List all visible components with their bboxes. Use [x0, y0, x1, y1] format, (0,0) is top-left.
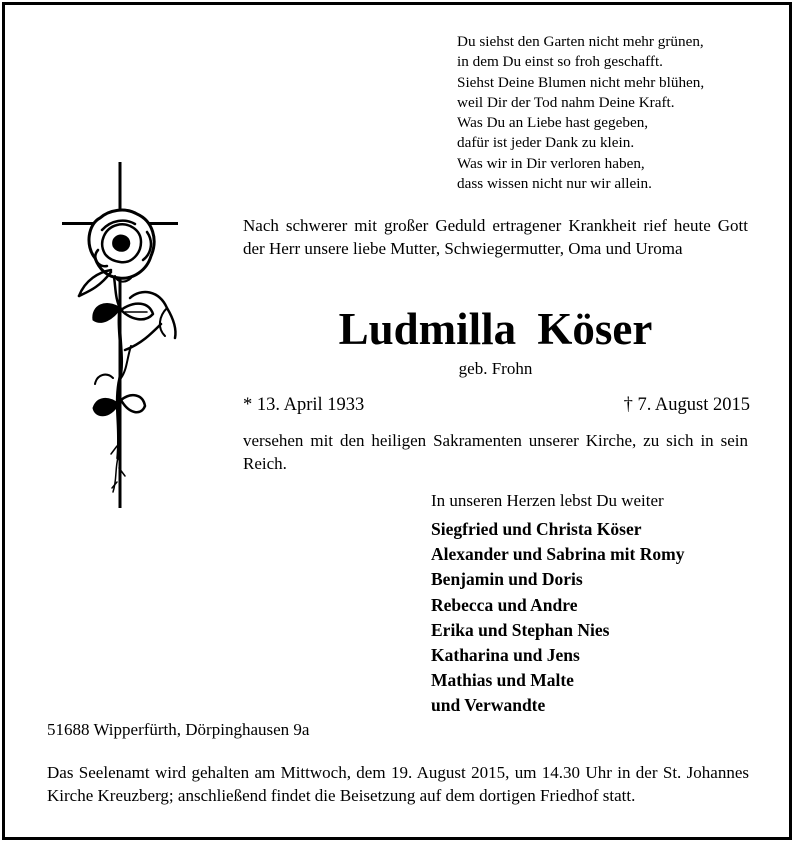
- mourner-name: Benjamin und Doris: [431, 569, 583, 590]
- poem-line: Siehst Deine Blumen nicht mehr blühen,: [457, 73, 705, 91]
- birth-date: * 13. April 1933: [243, 395, 365, 415]
- mourner-name: Katharina und Jens: [431, 645, 580, 666]
- poem-line: Was wir in Dir verloren haben,: [457, 154, 645, 172]
- sacrament-text: versehen mit den heiligen Sakramenten unserer Kirche, zu sich in sein Reich.: [243, 431, 748, 473]
- death-announcement-intro: Nach schwerer mit großer Geduld ertragener Krankheit rief heute Gott der Herr unsere liebe Mutter, Schwiegermutter, Oma und Uroma: [243, 216, 748, 258]
- death-date: † 7. August 2015: [623, 395, 750, 415]
- poem: [457, 32, 704, 194]
- poem-line: dass wissen nicht nur wir allein.: [457, 175, 652, 193]
- deceased-name: Ludmilla Köser: [338, 304, 653, 354]
- rose-icon: [79, 210, 176, 492]
- cross-rose-emblem: [55, 158, 185, 508]
- poem-line: in dem Du einst so froh geschafft.: [457, 53, 663, 71]
- mourner-name: und Verwandte: [431, 695, 546, 716]
- poem-line: Was Du an Liebe hast gegeben,: [457, 114, 649, 132]
- maiden-name: geb. Frohn: [458, 359, 533, 378]
- mourner-name: Alexander und Sabrina mit Romy: [431, 544, 685, 565]
- poem-line: Du siehst den Garten nicht mehr grünen,: [457, 33, 704, 50]
- poem-line: weil Dir der Tod nahm Deine Kraft.: [457, 93, 675, 111]
- mourners-block: [431, 490, 684, 719]
- poem-line: dafür ist jeder Dank zu klein.: [457, 134, 635, 152]
- mourners-list: [431, 517, 684, 719]
- mourner-name: Rebecca und Andre: [431, 594, 578, 615]
- mourners-intro: In unseren Herzen lebst Du weiter: [431, 491, 664, 510]
- mourner-name: Siegfried und Christa Köser: [431, 519, 642, 539]
- mourner-name: Mathias und Malte: [431, 670, 574, 691]
- funeral-service-info: Das Seelenamt wird gehalten am Mittwoch, dem 19. August 2015, um 14.30 Uhr in der St. Johannes Kirche Kreuzberg; anschließend findet die Beisetzung auf dem dortigen Friedhof statt.: [47, 763, 749, 805]
- mourner-name: Erika und Stephan Nies: [431, 619, 610, 640]
- family-address: 51688 Wipperfürth, Dörpinghausen 9a: [47, 720, 310, 739]
